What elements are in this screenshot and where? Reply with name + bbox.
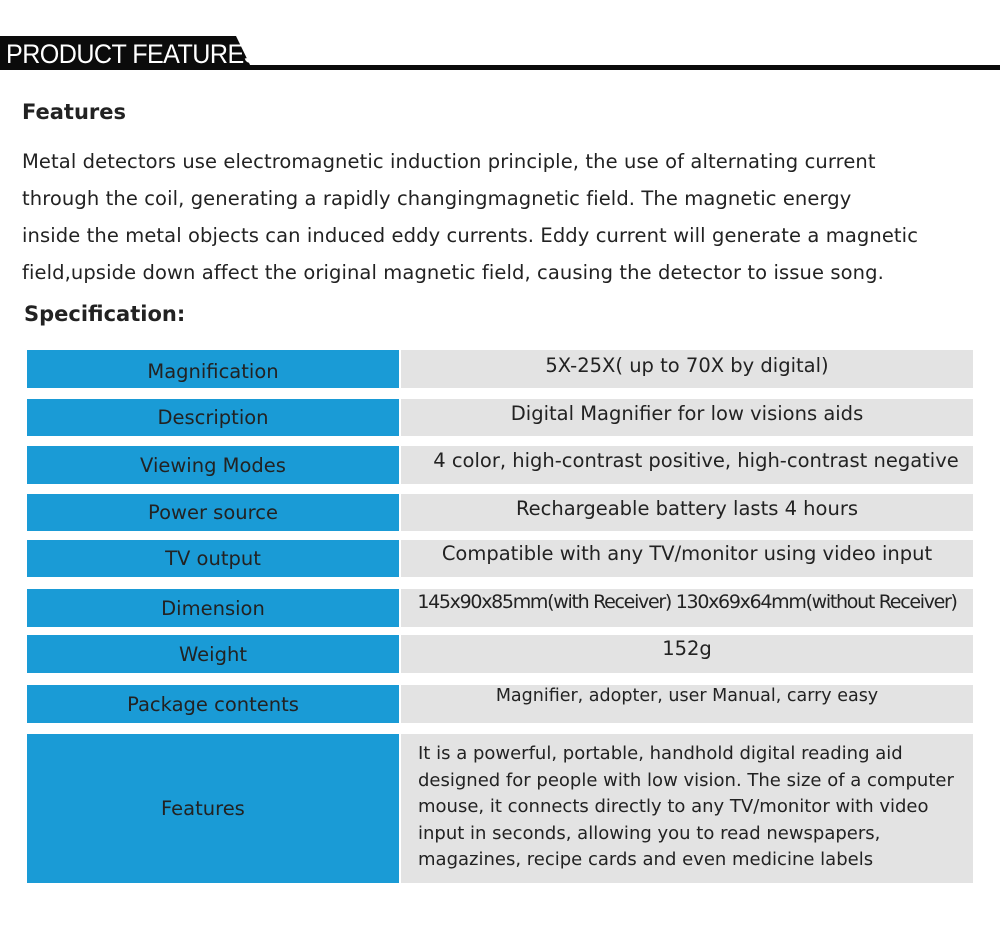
spec-label: Dimension [27, 589, 399, 627]
features-line: through the coil, generating a rapidly changingmagnetic field. The magnetic energy [22, 187, 852, 210]
spec-label: Weight [27, 635, 399, 673]
spec-label: TV output [27, 540, 399, 577]
spec-value: Magnifier, adopter, user Manual, carry easy [401, 685, 973, 723]
features-paragraph [22, 143, 982, 291]
features-heading: Features [22, 100, 126, 124]
spec-value: 4 color, high-contrast positive, high-contrast negative [401, 446, 973, 484]
specification-heading: Specification: [24, 302, 186, 326]
spec-value-line: It is a powerful, portable, handhold digital reading aid [418, 743, 903, 764]
spec-value: 5X-25X( up to 70X by digital) [401, 350, 973, 388]
features-line: Metal detectors use electromagnetic induction principle, the use of alternating current [22, 150, 876, 173]
section-banner [0, 36, 1000, 72]
spec-label: Package contents [27, 685, 399, 723]
spec-row-weight [27, 635, 973, 673]
spec-row-tv-output [27, 540, 973, 577]
spec-value-line: input in seconds, allowing you to read newspapers, [418, 822, 881, 844]
spec-value-line: magazines, recipe cards and even medicine labels [418, 849, 874, 870]
spec-value [401, 734, 973, 883]
spec-row-package-contents [27, 685, 973, 723]
spec-value-line: mouse, it connects directly to any TV/monitor with video [418, 796, 929, 817]
spec-row-dimension [27, 589, 973, 627]
spec-value: Rechargeable battery lasts 4 hours [401, 494, 973, 531]
spec-row-magnification [27, 350, 973, 388]
spec-label: Power source [27, 494, 399, 531]
spec-value-line: designed for people with low vision. The size of a computer [418, 769, 954, 791]
spec-label: Viewing Modes [27, 446, 399, 484]
spec-value: Digital Magnifier for low visions aids [401, 399, 973, 436]
spec-label: Description [27, 399, 399, 436]
spec-value: 145x90x85mm(with Receiver) 130x69x64mm(without Receiver) [401, 589, 973, 627]
spec-row-power-source [27, 494, 973, 531]
spec-label: Magnification [27, 350, 399, 388]
banner-title: PRODUCT FEATURES [6, 39, 260, 69]
features-line: inside the metal objects can induced eddy currents. Eddy current will generate a magnetic [22, 224, 919, 247]
spec-value: 152g [401, 635, 973, 673]
features-line: field,upside down affect the original magnetic field, causing the detector to issue song. [22, 261, 884, 284]
spec-row-viewing-modes [27, 446, 973, 484]
spec-value: Compatible with any TV/monitor using video input [401, 540, 973, 577]
spec-row-features [27, 734, 973, 883]
spec-row-description [27, 399, 973, 436]
spec-label: Features [27, 734, 399, 883]
